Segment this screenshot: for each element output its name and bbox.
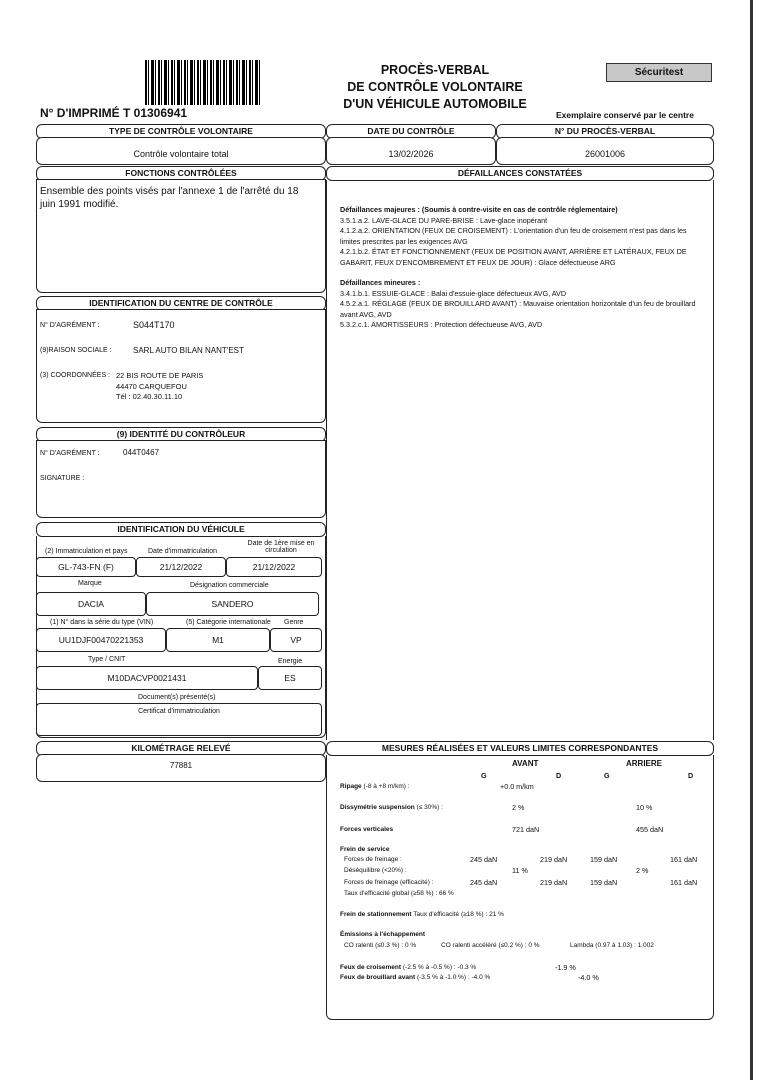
dissymetrie-row: Dissymétrie suspension (≤ 30%) : [340,804,443,811]
arriere-label: ARRIERE [626,759,663,768]
marque-value: DACIA [36,592,146,616]
forces-verticales-arriere: 455 daN [636,825,664,834]
coordonnees-label: (3) COORDONNÉES : [40,372,111,379]
arriere-d-label: D [688,771,694,780]
arriere-g-label: G [604,771,610,780]
avant-d-label: D [556,771,562,780]
vehicule-header: IDENTIFICATION DU VÉHICULE [36,522,326,537]
type-controle-header: TYPE DE CONTRÔLE VOLONTAIRE [36,124,326,139]
mineure-item: 3.4.1.b.1. ESSUIE-GLACE : Balai d'essuie-glace défectueux AVG, AVD [340,288,567,298]
co-ralenti: CO ralenti (≤0.3 %) : 0 % [344,942,417,949]
categorie-label: (5) Catégorie internationale [186,619,271,626]
kilometrage-header: KILOMÉTRAGE RELEVÉ [36,741,326,756]
energie-value: ES [258,666,322,690]
imprime-number: N° D'IMPRIMÉ T 01306941 [40,106,188,120]
forces-efficacite-ard: 161 daN [670,878,698,887]
brouillard-droite: -4.0 % [578,973,599,982]
lambda: Lambda (0.97 à 1.03) : 1.002 [570,942,654,949]
immat-label: (2) Immatriculation et pays [45,548,128,555]
forces-freinage-label: Forces de freinage : [344,856,402,863]
address-line-1: 22 BIS ROUTE DE PARIS [116,371,204,380]
barcode [145,60,260,105]
frein-service-label: Frein de service [340,846,390,853]
address-line-2: 44470 CARQUEFOU [116,381,187,391]
croisement-row: Feux de croisement (-2.5 % à -0.5 %) : -0.3 % [340,964,477,971]
date-controle-value: 13/02/2026 [388,149,434,159]
controleur-header: (9) IDENTITÉ DU CONTRÔLEUR [36,427,326,442]
phone-line: Tél : 02.40.30.11.10 [116,392,183,401]
marque-label: Marque [78,580,102,587]
desequilibre-avant: 11 % [512,866,528,875]
forces-verticales-avant: 721 daN [512,825,540,834]
document-title [320,62,550,113]
type-cnit-label: Type / CNIT [88,656,126,663]
copy-note: Exemplaire conservé par le centre [556,110,694,120]
categorie-value: M1 [166,628,270,652]
majeure-item: 3.5.1.a.2. LAVE-GLACE DU PARE-BRISE : Lave-glace inopérant [340,215,548,225]
brouillard-row: Feux de brouillard avant (-3.5 % à -1.0 %) : -4.0 % [340,974,491,981]
dissymetrie-arriere: 10 % [636,803,653,812]
kilometrage-value: 77881 [169,761,193,770]
pv-number-value: 26001006 [584,149,626,159]
forces-freinage-avg: 245 daN [470,855,498,864]
avant-g-label: G [481,771,487,780]
defaillances-header: DÉFAILLANCES CONSTATÉES [326,166,714,181]
fonctions-text: Ensemble des points visés par l'annexe 1 de l'arrêté du 18 juin 1991 modifié. [40,186,299,210]
designation-label: Désignation commerciale [190,582,269,589]
forces-efficacite-avd: 219 daN [540,878,568,887]
date-controle-header: DATE DU CONTRÔLE [326,124,496,139]
ripage-row: Ripage (-8 à +8 m/km) : [340,783,410,790]
mineure-item: 4.5.2.a.1. RÉGLAGE (FEUX DE BROUILLARD AVANT) : Mauvaise orientation horizontale d'un feu de brouillard avant AVG, AVD [340,299,696,319]
energie-label: Energie [278,658,303,665]
desequilibre-arriere: 2 % [636,866,649,875]
forces-efficacite-avg: 245 daN [470,878,498,887]
documents-label: Document(s) présenté(s) [138,694,216,701]
coordonnees-value [116,371,203,403]
stationnement-row: Frein de stationnement Taux d'efficacité (≥18 %) : 21 % [340,911,504,918]
raison-sociale-value: SARL AUTO BILAN NANT'EST [133,346,244,355]
forces-verticales-label: Forces verticales [340,826,394,833]
centre-header: IDENTIFICATION DU CENTRE DE CONTRÔLE [36,296,326,311]
dissymetrie-avant: 2 % [512,803,525,812]
page-edge [750,0,753,1080]
pv-number-header: N° DU PROCÈS-VERBAL [496,124,714,139]
mesures-header: MESURES RÉALISÉES ET VALEURS LIMITES CORRESPONDANTES [326,741,714,756]
raison-sociale-label: (9)RAISON SOCIALE : [40,347,112,354]
controleur-agrement-value: 044T0467 [123,448,160,457]
documents-value: Certificat d'immatriculation [138,708,220,715]
desequilibre-label: Déséquilibre (<20%) : [344,867,407,874]
date-1ere-label: Date de 1ère mise en circulation [247,540,315,554]
title-line-2: DE CONTRÔLE VOLONTAIRE [347,80,523,94]
date-immat-label: Date d'immatriculation [148,548,218,555]
title-line-3: D'UN VÉHICULE AUTOMOBILE [343,97,527,111]
mineure-item: 5.3.2.c.1. AMORTISSEURS : Protection défectueuse AVG, AVD [340,320,543,329]
forces-freinage-avd: 219 daN [540,855,568,864]
forces-freinage-arg: 159 daN [590,855,618,864]
controleur-agrement-label: N° D'AGRÉMENT : [40,450,100,457]
designation-value: SANDERO [146,592,319,616]
majeure-item: 4.1.2.a.2. ORIENTATION (FEUX DE CROISEMENT) : L'orientation d'un feu de croisement n'est pas dans les limites prescrites par les exigences AVG [340,226,687,246]
avant-label: AVANT [512,759,539,768]
immat-value: GL-743-FN (F) [36,557,136,577]
vin-value: UU1DJF00470221353 [36,628,166,652]
centre-agrement-label: N° D'AGRÉMENT : [40,322,100,329]
taux-global: Taux d'efficacité global (≥58 %) : 66 % [344,890,454,897]
genre-value: VP [270,628,322,652]
defaillances-content [340,205,705,331]
brand-badge: Sécuritest [606,63,712,82]
majeures-title: Défaillances majeures : (Soumis à contre-visite en cas de contrôle réglementaire) [340,205,618,214]
ripage-value: +0.0 m/km [500,782,534,791]
centre-agrement-value: S044T170 [133,320,175,330]
date-1ere-value: 21/12/2022 [226,557,322,577]
type-controle-value: Contrôle volontaire total [133,149,229,159]
mineures-title: Défaillances mineures : [340,278,421,287]
fonctions-header: FONCTIONS CONTRÔLÉES [36,166,326,181]
signature-label: SIGNATURE : [40,475,85,482]
co-accelere: CO ralenti accéléré (≤0.2 %) : 0 % [441,942,540,949]
date-immat-value: 21/12/2022 [136,557,226,577]
emissions-label: Émissions à l'échappement [340,931,425,938]
title-line-1: PROCÈS-VERBAL [380,63,490,77]
forces-freinage-ard: 161 daN [670,855,698,864]
type-cnit-value: M10DACVP0021431 [36,666,258,690]
majeure-item: 4.2.1.b.2. ÉTAT ET FONCTIONNEMENT (FEUX DE POSITION AVANT, ARRIÈRE ET LATÉRAUX, FEUX DE GABARIT, FEUX D'ENCOMBREMENT ET FEUX DE JOUR) : Glace défectueuse ARG [340,247,687,267]
genre-label: Genre [284,619,304,626]
forces-efficacite-label: Forces de freinage (efficacité) : [344,879,434,886]
vin-label: (1) N° dans la série du type (VIN) [50,619,154,626]
croisement-droite: -1.9 % [555,963,576,972]
forces-efficacite-arg: 159 daN [590,878,618,887]
